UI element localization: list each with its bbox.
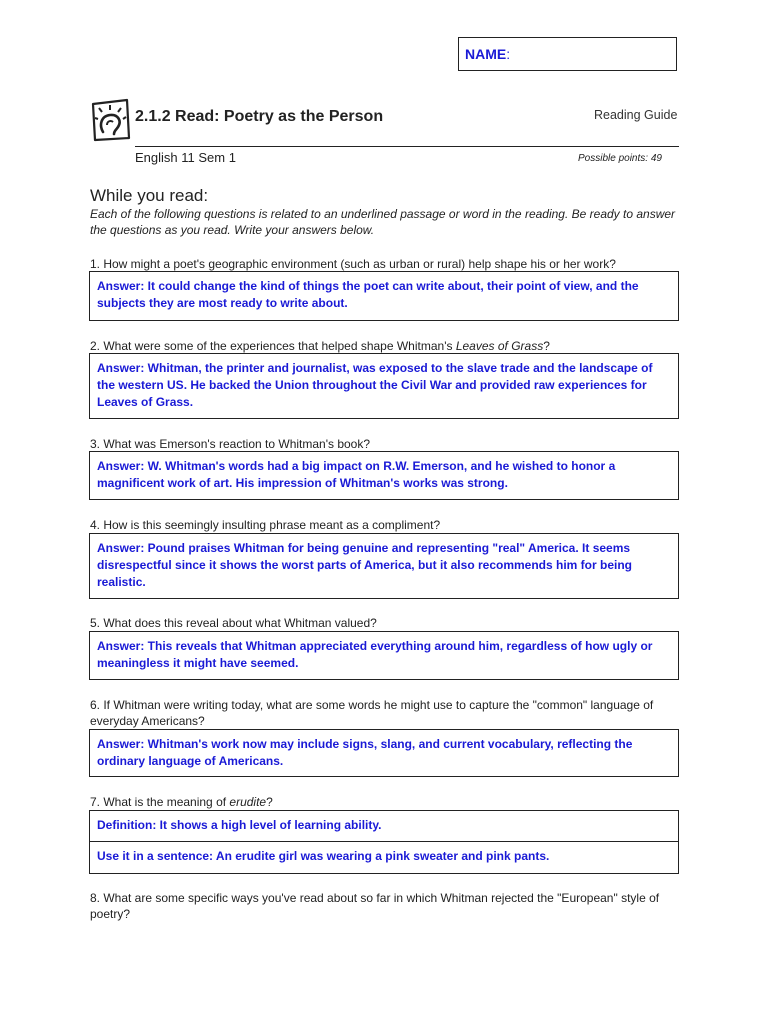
question-4: 4. How is this seemingly insulting phrase meant as a compliment?: [90, 518, 441, 532]
answer-box-3[interactable]: Answer: W. Whitman's words had a big impact on R.W. Emerson, and he wished to honor a magnificent work of art. His impression of Whitman's works was strong.: [89, 451, 679, 500]
reading-lamp-logo-icon: [90, 95, 132, 143]
question-7-suffix: ?: [266, 795, 273, 809]
name-label: NAME: [465, 46, 507, 62]
course-name: English 11 Sem 1: [135, 150, 236, 165]
question-1: 1. How might a poet's geographic environment (such as urban or rural) help shape his or her work?: [90, 257, 616, 271]
sentence-box[interactable]: Use it in a sentence: An erudite girl was wearing a pink sweater and pink pants.: [89, 841, 679, 874]
question-2-text: 2. What were some of the experiences that helped shape Whitman's: [90, 339, 456, 353]
definition-box[interactable]: Definition: It shows a high level of learning ability.: [89, 810, 679, 842]
question-5: 5. What does this reveal about what Whitman valued?: [90, 616, 377, 630]
question-3: 3. What was Emerson's reaction to Whitman's book?: [90, 437, 371, 451]
answer-box-6[interactable]: Answer: Whitman's work now may include signs, slang, and current vocabulary, reflecting the ordinary language of Americans.: [89, 729, 679, 777]
question-7: [90, 794, 680, 810]
name-colon: :: [506, 46, 511, 62]
question-2: [90, 338, 680, 354]
question-2-italic: Leaves of Grass: [455, 339, 544, 353]
answer-box-4[interactable]: Answer: Pound praises Whitman for being genuine and representing "real" America. It seems disrespectful since it shows the worst parts of America, but it also recommends him for being realistic.: [89, 533, 679, 599]
answer-box-2[interactable]: Answer: Whitman, the printer and journalist, was exposed to the slave trade and the landscape of the western US. He backed the Union throughout the Civil War and provided raw experiences for Leaves of Grass.: [89, 353, 679, 419]
possible-points: Possible points: 49: [578, 153, 662, 164]
page-title: 2.1.2 Read: Poetry as the Person: [135, 108, 384, 125]
answer-box-1[interactable]: Answer: It could change the kind of things the poet can write about, their point of view, and the subjects they are most ready to write about.: [89, 271, 679, 321]
question-2-suffix: ?: [543, 339, 550, 353]
question-7-text: 7. What is the meaning of: [90, 795, 230, 809]
name-field[interactable]: [458, 37, 677, 71]
section-instructions: Each of the following questions is related to an underlined passage or word in the reading. Be ready to answer the questions as you read. Write your answers below.: [90, 207, 676, 237]
section-title: While you read:: [90, 186, 209, 205]
header-divider: [135, 146, 679, 147]
question-8: 8. What are some specific ways you've read about so far in which Whitman rejected the "European" style of poetry?: [90, 891, 660, 921]
question-7-italic: erudite: [229, 795, 267, 809]
answer-box-5[interactable]: Answer: This reveals that Whitman appreciated everything around him, regardless of how ugly or meaningless it might have seemed.: [89, 631, 679, 680]
question-6: 6. If Whitman were writing today, what are some words he might use to capture the "common" language of everyday Americans?: [90, 698, 654, 728]
document-type: Reading Guide: [594, 108, 678, 122]
